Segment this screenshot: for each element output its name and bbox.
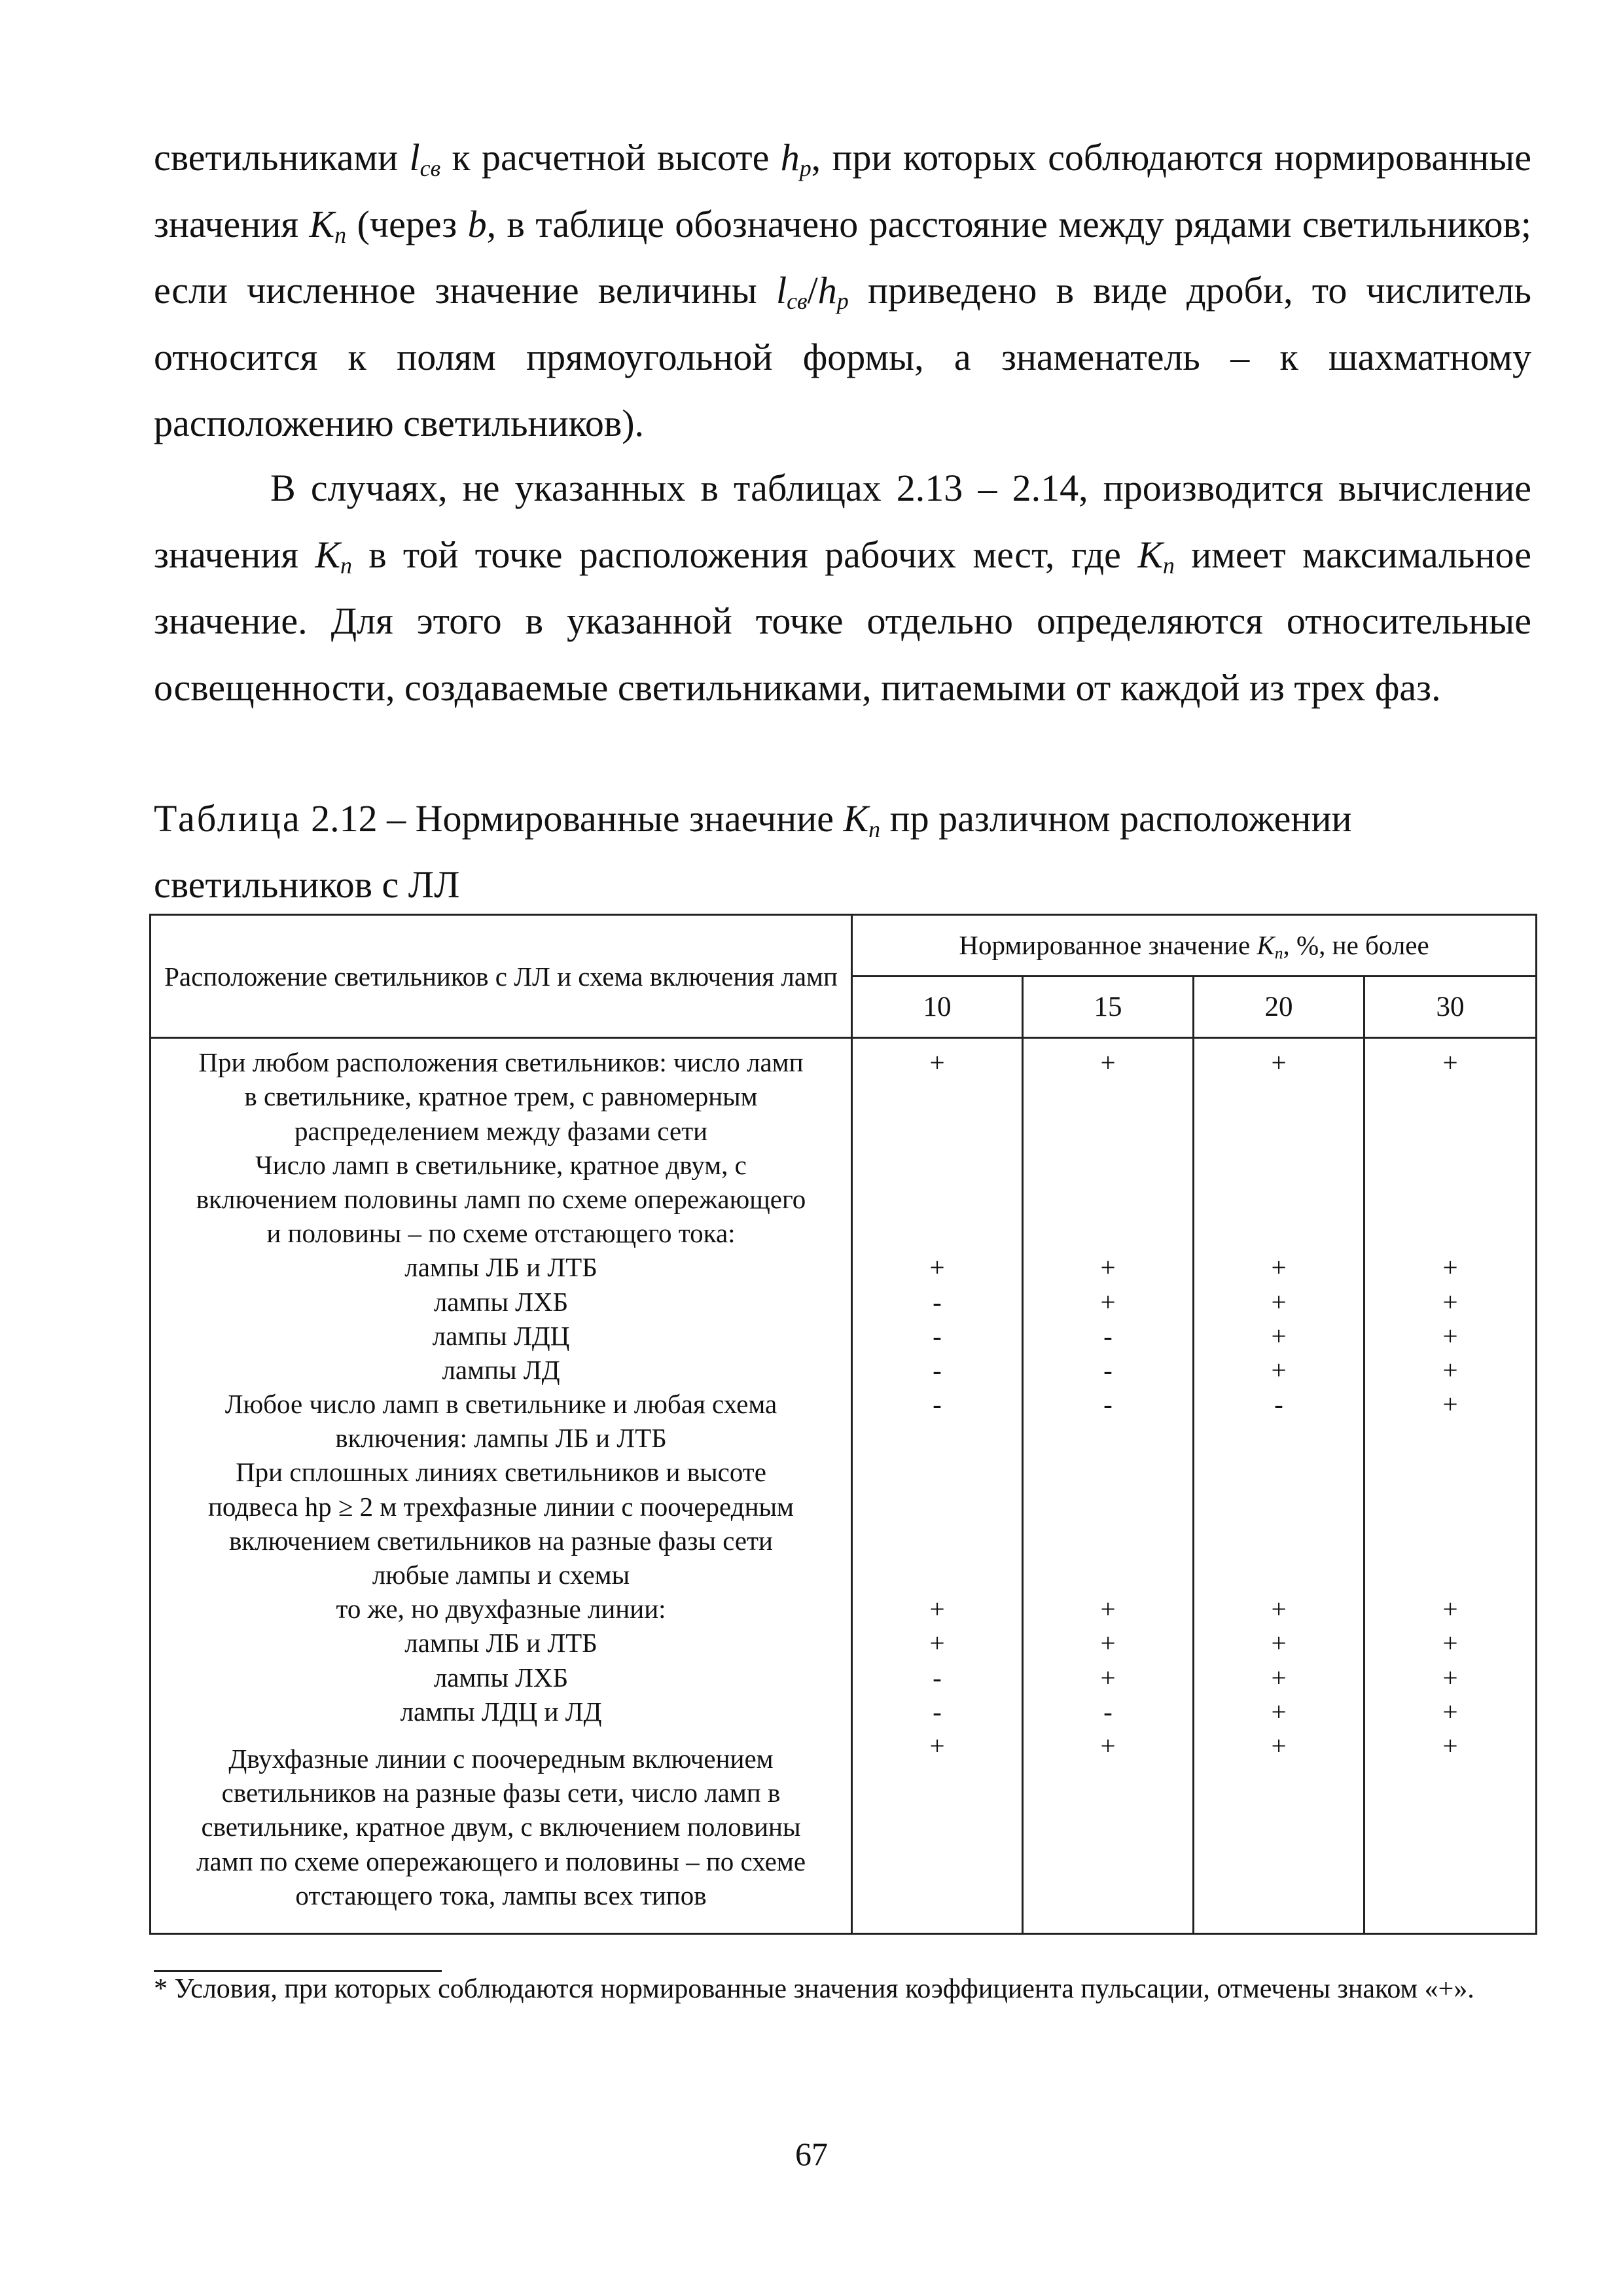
mark-cell bbox=[1365, 1524, 1535, 1558]
mark-cell: - bbox=[1103, 1320, 1113, 1351]
mark-cell bbox=[1024, 1148, 1192, 1182]
mark-cell bbox=[1194, 1421, 1363, 1455]
body-paragraph-1: светильниками $l_{св}$ к расчетной высоте $h_p$, при которых соблюдаются нормированные значения $K_п$ (через b, в таблице обозначено расстояние между рядами светильников; если численное значение величины $l_{св}/h_p$ приведено в виде дроби, то числитель относится к полям прямоугольной формы, а знаменатель – к шахматному расположению светильников). bbox=[154, 136, 1531, 444]
mark-cell: + bbox=[1442, 1730, 1458, 1761]
mark-cell: + bbox=[1271, 1286, 1287, 1317]
mark-cell bbox=[1365, 1148, 1535, 1182]
mark-cell: + bbox=[929, 1730, 945, 1761]
description-line: ламп по схеме опережающего и половины – по схеме bbox=[196, 1846, 806, 1876]
description-line: включением светильников на разные фазы сети bbox=[229, 1525, 773, 1556]
mark-cell: + bbox=[1100, 1286, 1116, 1317]
col-header-10: 10 bbox=[852, 977, 1023, 1038]
mark-cell: + bbox=[1100, 1730, 1116, 1761]
mark-cell: - bbox=[933, 1286, 942, 1317]
mark-cell: - bbox=[1103, 1696, 1113, 1727]
mark-cell bbox=[1024, 1114, 1192, 1148]
mark-cell: + bbox=[1271, 1696, 1287, 1727]
description-line: любые лампы и схемы bbox=[372, 1560, 630, 1590]
page-number: 67 bbox=[795, 2136, 828, 2172]
mark-cell bbox=[1194, 1490, 1363, 1524]
mark-cell: + bbox=[1442, 1662, 1458, 1693]
mark-cell: - bbox=[933, 1320, 942, 1351]
mark-cell bbox=[853, 1216, 1022, 1250]
mark-cell bbox=[1024, 1421, 1192, 1455]
description-line: Двухфазные линии с поочередным включением bbox=[228, 1743, 774, 1774]
mark-cell: + bbox=[1271, 1320, 1287, 1351]
description-line: Число ламп в светильнике, кратное двум, с bbox=[255, 1149, 747, 1180]
mark-cell: + bbox=[1271, 1252, 1287, 1283]
mark-cell: + bbox=[1442, 1696, 1458, 1727]
description-line: в светильнике, кратное трем, с равномерным bbox=[244, 1081, 758, 1112]
description-line: то же, но двухфазные линии: bbox=[336, 1594, 666, 1624]
mark-cell: - bbox=[1103, 1354, 1113, 1385]
description-line: лампы ЛД bbox=[442, 1354, 560, 1385]
mark-cell bbox=[1365, 1558, 1535, 1592]
mark-cell bbox=[1024, 1490, 1192, 1524]
description-line: и половины – по схеме отстающего тока: bbox=[266, 1218, 736, 1249]
mark-cell bbox=[853, 1114, 1022, 1148]
mark-cell: + bbox=[1271, 1594, 1287, 1624]
mark-cell: - bbox=[1274, 1389, 1283, 1420]
mark-cell bbox=[1365, 1114, 1535, 1148]
mark-cell: + bbox=[1271, 1628, 1287, 1659]
mark-cell: - bbox=[933, 1354, 942, 1385]
mark-cell bbox=[1365, 1490, 1535, 1524]
description-line: лампы ЛХБ bbox=[433, 1662, 569, 1693]
mark-cell: - bbox=[933, 1696, 942, 1727]
description-line: подвеса hp ≥ 2 м трехфазные линии с поочередным bbox=[207, 1491, 794, 1522]
description-line: лампы ЛДЦ bbox=[432, 1320, 570, 1351]
marks-column-30 bbox=[1364, 1038, 1537, 1934]
table-caption: Таблица 2.12 – Нормированные знаечние $K_п$ пр различном расположении светильников с ЛЛ bbox=[154, 797, 1352, 906]
marks-column-10 bbox=[852, 1038, 1023, 1934]
mark-cell bbox=[853, 1455, 1022, 1489]
mark-cell bbox=[1194, 1216, 1363, 1250]
mark-cell: + bbox=[929, 1047, 945, 1078]
mark-cell bbox=[853, 1079, 1022, 1113]
row-header-cell: Расположение светильников с ЛЛ и схема включения ламп bbox=[151, 915, 852, 1038]
mark-cell: + bbox=[1100, 1047, 1116, 1078]
mark-cell bbox=[1024, 1182, 1192, 1216]
mark-cell bbox=[1194, 1455, 1363, 1489]
mark-cell: + bbox=[1271, 1730, 1287, 1761]
col-header-30: 30 bbox=[1364, 977, 1537, 1038]
description-line: светильников на разные фазы сети, число ламп в bbox=[221, 1778, 781, 1808]
mark-cell: + bbox=[1442, 1047, 1458, 1078]
mark-cell: + bbox=[1100, 1594, 1116, 1624]
mark-cell bbox=[1194, 1114, 1363, 1148]
mark-cell bbox=[1365, 1455, 1535, 1489]
mark-cell bbox=[853, 1421, 1022, 1455]
mark-cell: + bbox=[1442, 1594, 1458, 1624]
mark-cell bbox=[853, 1182, 1022, 1216]
description-block-two-phase bbox=[155, 1742, 847, 1912]
mark-cell bbox=[1194, 1182, 1363, 1216]
mark-cell bbox=[1365, 1182, 1535, 1216]
group-header-cell: Нормированное значение $K_п$, %, не более bbox=[852, 915, 1537, 977]
mark-cell: + bbox=[1442, 1320, 1458, 1351]
mark-cell: + bbox=[1100, 1252, 1116, 1283]
mark-cell: + bbox=[1271, 1662, 1287, 1693]
mark-cell: + bbox=[1100, 1628, 1116, 1659]
mark-cell: - bbox=[1103, 1389, 1113, 1420]
mark-cell: + bbox=[1442, 1389, 1458, 1420]
mark-cell bbox=[1365, 1216, 1535, 1250]
mark-cell bbox=[1194, 1524, 1363, 1558]
mark-cell: + bbox=[1271, 1354, 1287, 1385]
mark-cell: + bbox=[1442, 1286, 1458, 1317]
mark-cell bbox=[1024, 1079, 1192, 1113]
description-line: отстающего тока, лампы всех типов bbox=[295, 1880, 707, 1910]
mark-cell bbox=[853, 1524, 1022, 1558]
mark-cell: + bbox=[1442, 1252, 1458, 1283]
description-line: Любое число ламп в светильнике и любая схема bbox=[224, 1389, 777, 1420]
description-line: лампы ЛХБ bbox=[433, 1286, 569, 1317]
description-line: лампы ЛБ и ЛТБ bbox=[404, 1628, 597, 1659]
description-line: распределением между фазами сети bbox=[294, 1115, 708, 1146]
description-line: лампы ЛБ и ЛТБ bbox=[404, 1252, 597, 1283]
mark-cell bbox=[853, 1558, 1022, 1592]
description-line: При любом расположения светильников: число ламп bbox=[198, 1047, 804, 1078]
mark-cell: + bbox=[1442, 1354, 1458, 1385]
description-block-main bbox=[155, 1045, 847, 1729]
description-cell bbox=[151, 1038, 852, 1934]
mark-cell: + bbox=[929, 1252, 945, 1283]
mark-cell bbox=[1024, 1455, 1192, 1489]
mark-cell: - bbox=[933, 1662, 942, 1693]
mark-cell: + bbox=[1100, 1662, 1116, 1693]
mark-cell: + bbox=[929, 1594, 945, 1624]
mark-cell: + bbox=[1271, 1047, 1287, 1078]
marks-column-20 bbox=[1194, 1038, 1364, 1934]
mark-cell bbox=[853, 1148, 1022, 1182]
mark-cell bbox=[1024, 1524, 1192, 1558]
description-line: лампы ЛДЦ и ЛД bbox=[400, 1696, 602, 1727]
description-line: светильнике, кратное двум, с включением половины bbox=[201, 1812, 801, 1842]
norm-table bbox=[149, 914, 1537, 1935]
mark-cell bbox=[1024, 1558, 1192, 1592]
mark-cell bbox=[1194, 1079, 1363, 1113]
mark-cell bbox=[853, 1490, 1022, 1524]
body-paragraph-2: В случаях, не указанных в таблицах 2.13 – 2.14, производится вычисление значения $K_п$ в той точке расположения рабочих мест, где $K_п$ имеет максимальное значение. Для этого в указанной точке отдельно определяются относительные освещенности, создаваемые светильниками, питаемыми от каждой из трех фаз. bbox=[154, 467, 1531, 709]
mark-cell bbox=[1365, 1079, 1535, 1113]
mark-cell bbox=[1024, 1216, 1192, 1250]
description-line: При сплошных линиях светильников и высоте bbox=[236, 1457, 766, 1488]
mark-cell: + bbox=[929, 1628, 945, 1659]
col-header-15: 15 bbox=[1023, 977, 1194, 1038]
mark-cell bbox=[1194, 1148, 1363, 1182]
description-line: включением половины ламп по схеме опережающего bbox=[196, 1183, 806, 1214]
mark-cell bbox=[1365, 1421, 1535, 1455]
mark-cell: - bbox=[933, 1389, 942, 1420]
col-header-20: 20 bbox=[1194, 977, 1364, 1038]
mark-cell bbox=[1194, 1558, 1363, 1592]
footnote: * Условия, при которых соблюдаются нормированные значения коэффициента пульсации, отмечены знаком «+». bbox=[154, 1974, 1474, 2004]
marks-column-15 bbox=[1023, 1038, 1194, 1934]
mark-cell: + bbox=[1442, 1628, 1458, 1659]
description-line: включения: лампы ЛБ и ЛТБ bbox=[335, 1423, 667, 1454]
